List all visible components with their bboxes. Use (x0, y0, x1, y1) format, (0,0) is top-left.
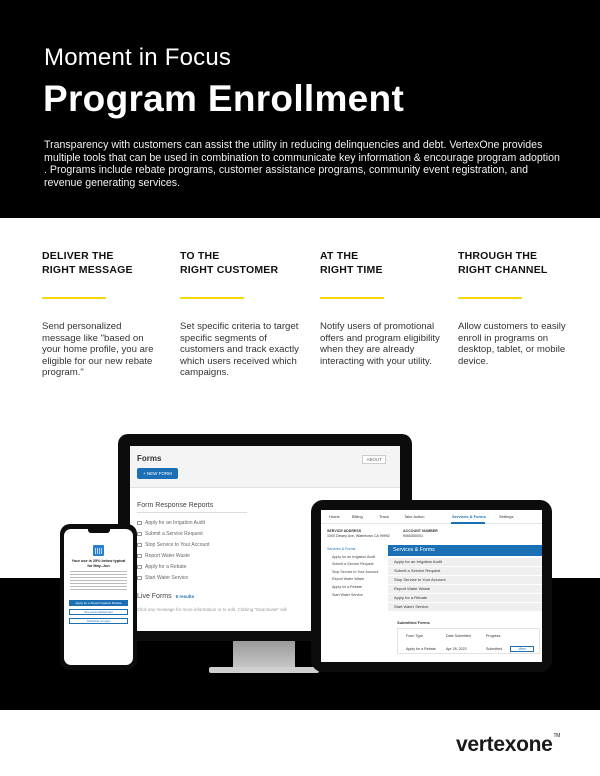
results-badge: 6 results (175, 594, 195, 599)
reports-title: Form Response Reports (137, 502, 214, 509)
column-heading: AT THE RIGHT TIME (320, 250, 383, 276)
sidebar-item[interactable]: Apply for an Irrigation Audit (332, 554, 376, 559)
column-body: Send personalized message like "based on your home profile, you are eligible for our new rebate program." (42, 321, 154, 378)
accordion-row[interactable]: Apply for an Irrigation Audit ▾ (388, 558, 542, 566)
column-message (42, 250, 162, 378)
sidebar-item[interactable]: Apply for a Rebate (332, 584, 362, 589)
accordion-row[interactable]: Stop Service to Your Account ▾ (388, 576, 542, 584)
column-customer (180, 250, 300, 378)
accent-bar (320, 297, 384, 299)
vertexone-logo: vertexone™ (456, 733, 561, 756)
accent-bar (42, 297, 106, 299)
column-header: Date Submitted (446, 634, 471, 638)
list-item[interactable]: Apply for a Rebate (137, 562, 210, 573)
tablet-screen (321, 510, 542, 662)
list-item[interactable]: Apply for an Irrigation Audit (137, 518, 210, 529)
intro-paragraph: Transparency with customers can assist the utility in reducing delinquencies and debt. VertexOne provides multiple tools that can be used in combination to communicate key information & encourage program adoption . Programs include rebate programs, customer assistance programs, community event registration, and revenue generating services. (44, 139, 560, 189)
forms-title: Forms (137, 454, 162, 463)
nav-services-forms[interactable]: Services & Forms (452, 514, 486, 519)
report-icon (137, 554, 142, 558)
column-heading: THROUGH THE RIGHT CHANNEL (458, 250, 548, 276)
tablet-sidebar (327, 547, 383, 600)
nav-settings[interactable]: Settings (499, 514, 514, 519)
report-icon (137, 576, 142, 580)
column-body: Notify users of promotional offers and program eligibility when they are already interacting with your utility. (320, 321, 440, 367)
column-body: Allow customers to easily enroll in programs on desktop, tablet, or mobile device. (458, 321, 566, 367)
active-tab-underline (451, 522, 485, 524)
page-title: Program Enrollment (43, 78, 405, 119)
apply-rebate-button[interactable]: Apply for a Smart Irrigation Rebate (69, 600, 128, 606)
tips-button[interactable]: See personalized tips (69, 609, 128, 615)
list-item[interactable]: Stop Service to Your Account (137, 540, 210, 551)
tablet-nav (321, 510, 542, 524)
value-columns (0, 250, 600, 400)
list-item[interactable]: Submit a Service Request (137, 529, 210, 540)
column-body: Set specific criteria to target specific segments of customers and track exactly which users received which campaigns. (180, 321, 299, 378)
services-list (388, 558, 542, 612)
about-button[interactable]: ABOUT (362, 455, 386, 464)
report-icon (137, 521, 142, 525)
report-icon (137, 543, 142, 547)
phone-notch (88, 529, 110, 533)
tablet-device (311, 500, 552, 672)
nav-billing[interactable]: Billing (352, 514, 363, 519)
calendar-icon (93, 545, 104, 556)
column-header: Form Type (406, 634, 424, 638)
sidebar-item[interactable]: Start Water Service (332, 592, 364, 597)
accordion-row[interactable]: Start Water Service ▾ (388, 603, 542, 611)
help-text: Click any message for more information or to edit. Clicking "Deactivate" will (137, 607, 287, 612)
sidebar-item[interactable]: Submit a Service Request (332, 562, 374, 567)
view-button[interactable]: View (510, 646, 534, 652)
report-icon (137, 565, 142, 569)
usage-message: Your use is 25% below typical for May–Jun (71, 559, 126, 568)
accent-bar (180, 297, 244, 299)
column-time (320, 250, 440, 367)
sidebar-item[interactable]: Stop Service to Your Account (332, 569, 379, 574)
column-heading: TO THE RIGHT CUSTOMER (180, 250, 279, 276)
mobile-phone (60, 524, 137, 670)
submitted-forms-title: Submitted Forms (397, 620, 430, 625)
hero-banner (0, 0, 600, 218)
divider (137, 512, 247, 513)
accordion-row[interactable]: Submit a Service Request ▾ (388, 567, 542, 575)
account-number: ACCOUNT NUMBER 9060550001 (403, 529, 438, 538)
nav-take-action[interactable]: Take Action (404, 514, 425, 519)
column-heading: DELIVER THE RIGHT MESSAGE (42, 250, 133, 276)
column-header: Progress (486, 634, 501, 638)
services-forms-header: Services & Forms (388, 545, 542, 556)
sidebar-item-services-forms[interactable]: Services & Forms (327, 547, 356, 551)
column-channel (458, 250, 578, 367)
table-cell: Apply for a Rebate (406, 647, 436, 651)
schedule-button[interactable]: Schedule an appt (69, 618, 128, 624)
table-cell: Submitted (486, 647, 503, 651)
report-icon (137, 532, 142, 536)
reports-list (137, 518, 210, 584)
service-address: SERVICE ADDRESS 1000 Dewey Ave, Watertown CA 99992 (327, 529, 390, 538)
phone-screen (64, 529, 133, 665)
live-forms-heading: Live Forms 6 results (137, 593, 195, 600)
sidebar-item[interactable]: Report Water Waste (332, 577, 365, 582)
monitor-stand (233, 641, 295, 669)
message-body-lines (70, 571, 127, 597)
list-item[interactable]: Report Water Waste (137, 551, 210, 562)
list-item[interactable]: Start Water Service (137, 573, 210, 584)
forms-header (130, 446, 400, 488)
nav-home[interactable]: Home (329, 514, 340, 519)
table-cell: Apr 28, 2023 (446, 647, 467, 651)
nav-track[interactable]: Track (379, 514, 389, 519)
accent-bar (458, 297, 522, 299)
new-form-button[interactable]: + NEW FORM (137, 468, 178, 479)
accordion-row[interactable]: Report Water Waste ▾ (388, 585, 542, 593)
monitor-base (209, 667, 319, 673)
kicker-title: Moment in Focus (44, 44, 232, 71)
accordion-row[interactable]: Apply for a Rebate ▾ (388, 594, 542, 602)
submitted-forms-table (397, 628, 540, 654)
